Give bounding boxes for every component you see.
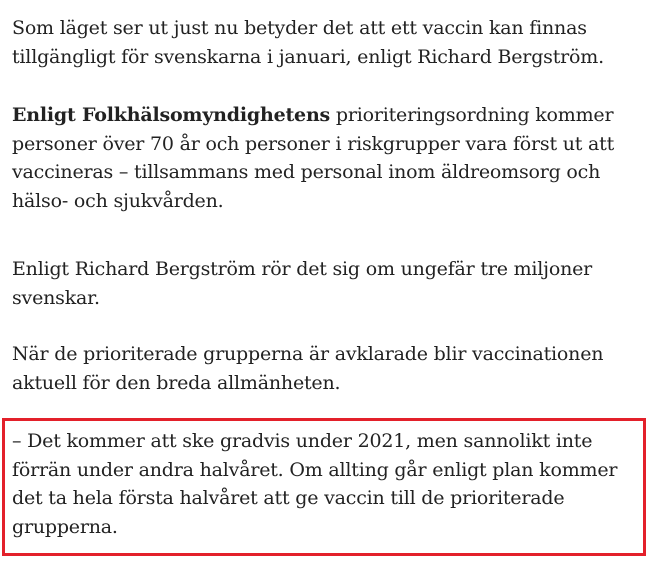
paragraph-text: prioriteringsordning kommer personer över 70 år och personer i riskgrupper vara först ut att vaccineras – tillsammans med personal inom äldreomsorg och hälso- och sjukvården. [12,104,615,212]
paragraph-vaccine-january [12,14,648,71]
paragraph-text: Enligt Richard Bergström rör det sig om ungefär tre miljoner svenskar. [12,258,593,309]
paragraph-text: När de prioriterade grupperna är avklarade blir vaccinationen aktuell för den breda allmänheten. [12,343,604,394]
agency-link-text[interactable]: Enligt Folkhälsomyndighetens [12,104,331,126]
paragraph-general-public [12,340,648,397]
paragraph-three-million [12,255,648,312]
quote-text: – Det kommer att ske gradvis under 2021, men sannolikt inte förrän under andra halvåret. Om allting går enligt plan kommer det ta hela första halvåret att ge vaccin till de prioriterade grupperna. [12,430,618,538]
paragraph-text: Som läget ser ut just nu betyder det att ett vaccin kan finnas tillgängligt för svenskarna i januari, enligt Richard Bergström. [12,17,604,68]
paragraph-prioritization [12,101,648,215]
highlight-box [2,418,646,556]
